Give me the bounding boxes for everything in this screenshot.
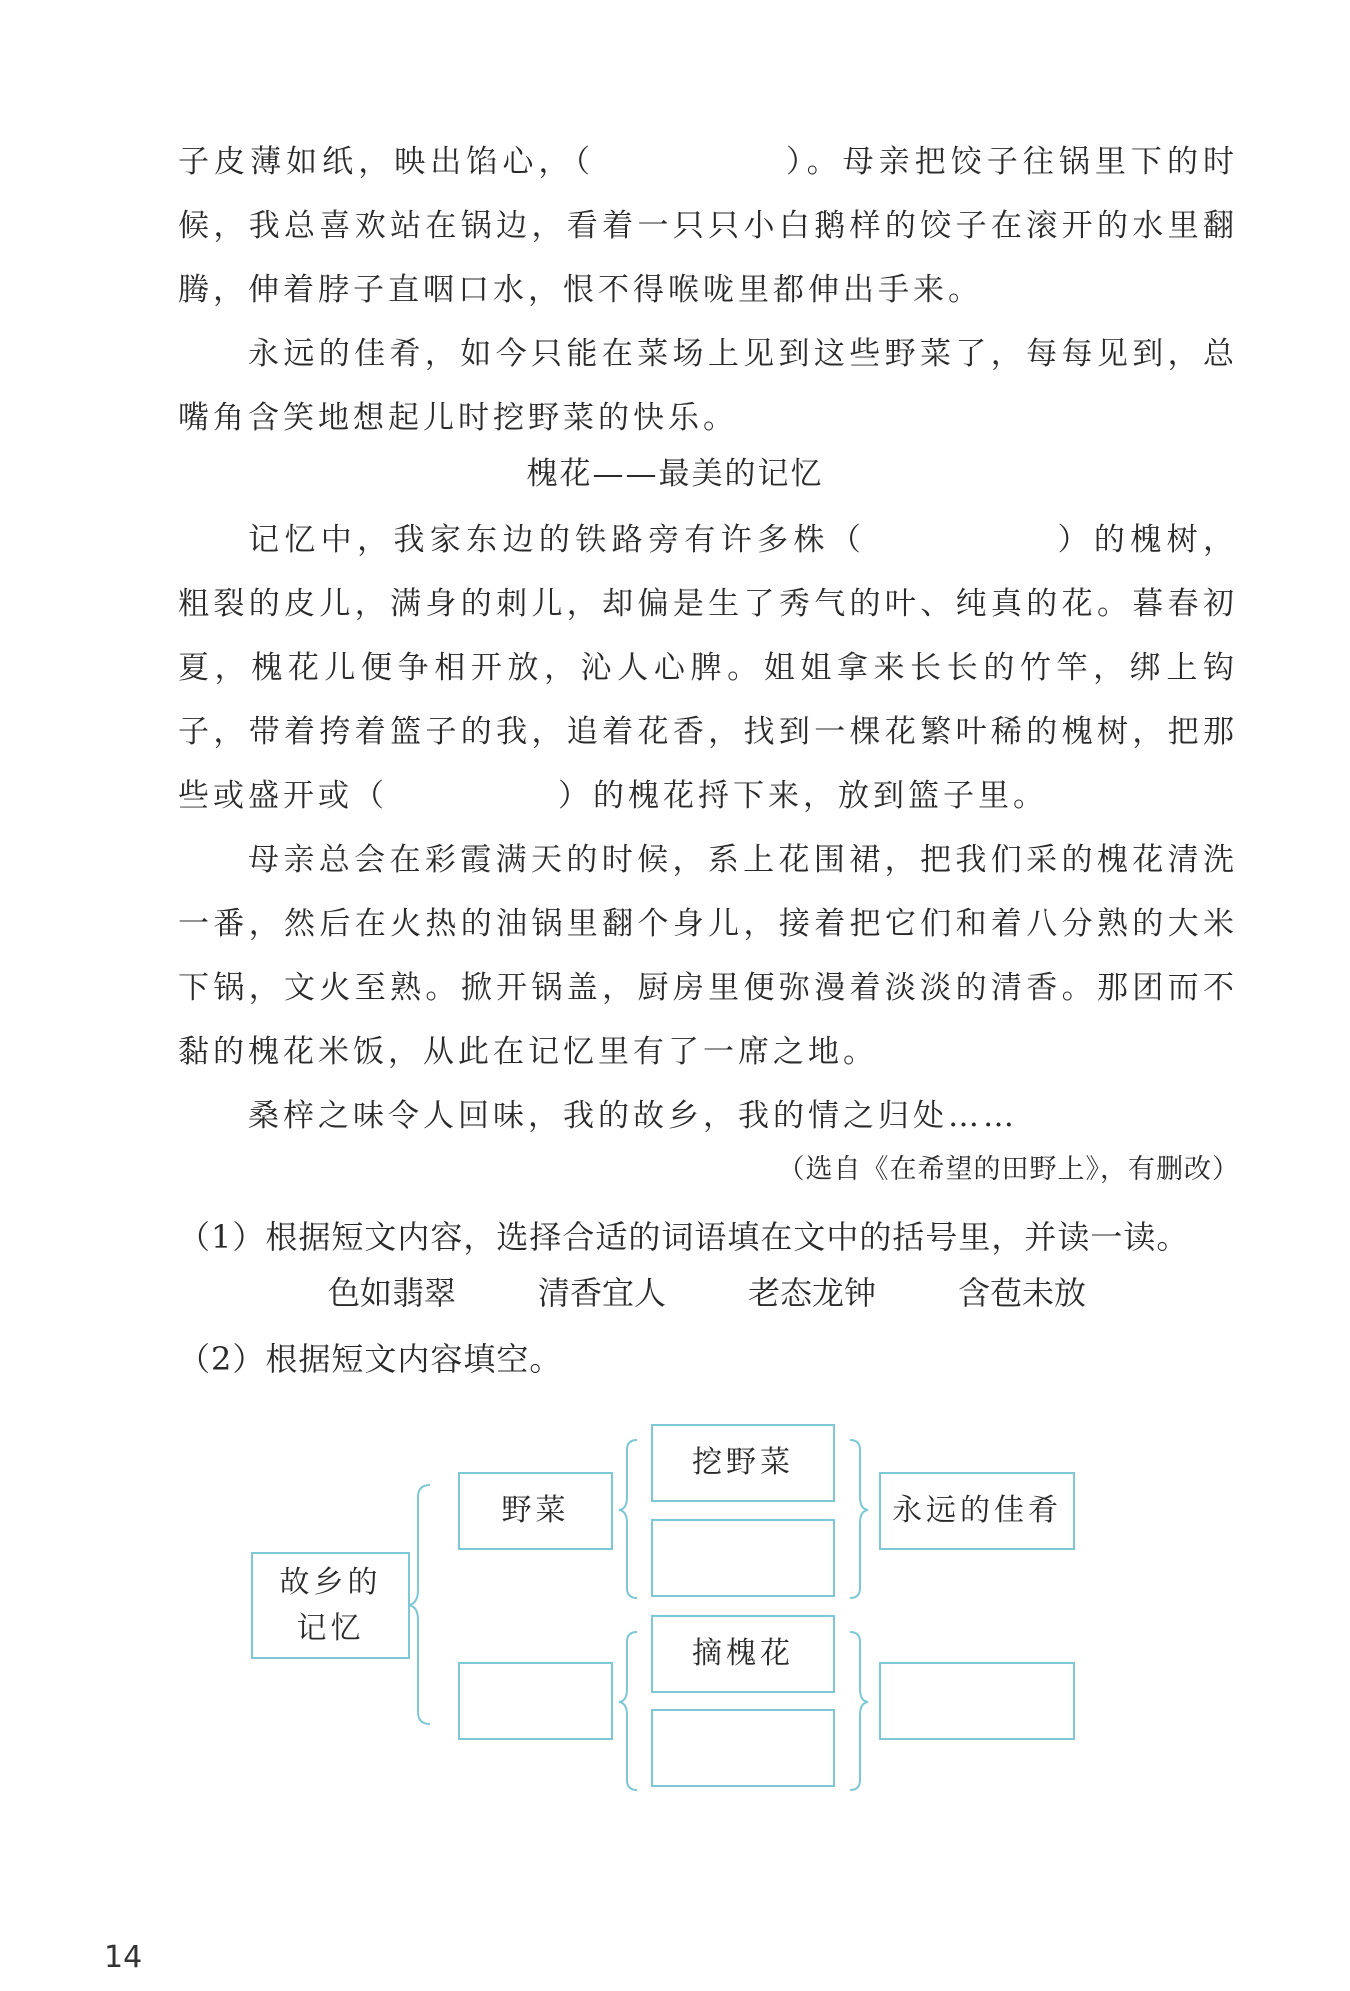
branch1-label: 野菜 [501,1493,570,1528]
word-option-1[interactable]: 色如翡翠 [328,1274,457,1312]
branch2-right-brace [850,1632,868,1790]
branch1-right-brace [850,1440,868,1598]
passage-paragraph-4: 母亲总会在彩霞满天的时候，系上花围裙，把我们采的槐花清洗一番，然后在火热的油锅里翻个身儿，接着把它们和着八分熟的大米下锅，文火至熟。掀开锅盖，厨房里便弥漫着淡淡的清香。那团而不黏的槐花米饭，从此在记忆里有了一席之地。 [178,842,1238,1070]
para3-text-c: ）的槐花捋下来，放到篮子里。 [558,778,1048,814]
branch2-box[interactable] [459,1663,612,1739]
para1-text-a: 子皮薄如纸，映出馅心，（ [178,144,595,180]
branch1-item1-label: 挖野菜 [692,1445,794,1480]
root-label-line2: 记忆 [296,1611,365,1646]
para1-text-b: ）。母亲把饺子往锅里下的时候，我总喜欢站在锅边，看着一只只小白鹅样的饺子在滚开的水里翻腾，伸着脖子直咽口水，恨不得喉咙里都伸出手来。 [178,144,1239,308]
para3-text-b: ）的槐树，粗裂的皮儿，满身的刺儿，却偏是生了秀气的叶、纯真的花。暮春初夏，槐花儿便争相开放，沁人心脾。姐姐拿来长长的竹竿，绑上钩子，带着挎着篮子的我，追着花香，找到一棵花繁叶稀的槐树，把那些或盛开或（ [178,522,1239,814]
branch1-result-label: 永远的佳肴 [892,1493,1062,1528]
root-brace [408,1485,430,1724]
passage-paragraph-2: 永远的佳肴，如今只能在菜场上见到这些野菜了，每每见到，总嘴角含笑地想起儿时挖野菜的快乐。 [178,336,1238,436]
section-title: 槐花——最美的记忆 [526,456,824,492]
word-option-4[interactable]: 含苞未放 [958,1274,1087,1312]
word-option-2[interactable]: 清香宜人 [538,1274,667,1312]
passage-paragraph-5: 桑梓之味令人回味，我的故乡，我的情之归处…… [248,1098,1018,1134]
word-option-3[interactable]: 老态龙钟 [748,1274,877,1312]
branch2-brace [619,1632,637,1790]
question-1: （1）根据短文内容，选择合适的词语填在文中的括号里，并读一读。 [178,1218,1190,1256]
branch2-result-box[interactable] [880,1663,1074,1739]
para3-text-a: 记忆中，我家东边的铁路旁有许多株（ [248,522,867,558]
source-citation: （选自《在希望的田野上》，有删改） [777,1154,1240,1185]
branch1-brace [619,1440,637,1598]
branch2-item1-label: 摘槐花 [692,1636,794,1671]
question-2: （2）根据短文内容填空。 [178,1340,563,1378]
page-number: 14 [104,1940,143,1975]
root-label-line1: 故乡的 [279,1565,382,1600]
root-label [252,1560,409,1652]
branch2-item2-box[interactable] [652,1710,834,1786]
branch1-item2-box[interactable] [652,1520,834,1596]
